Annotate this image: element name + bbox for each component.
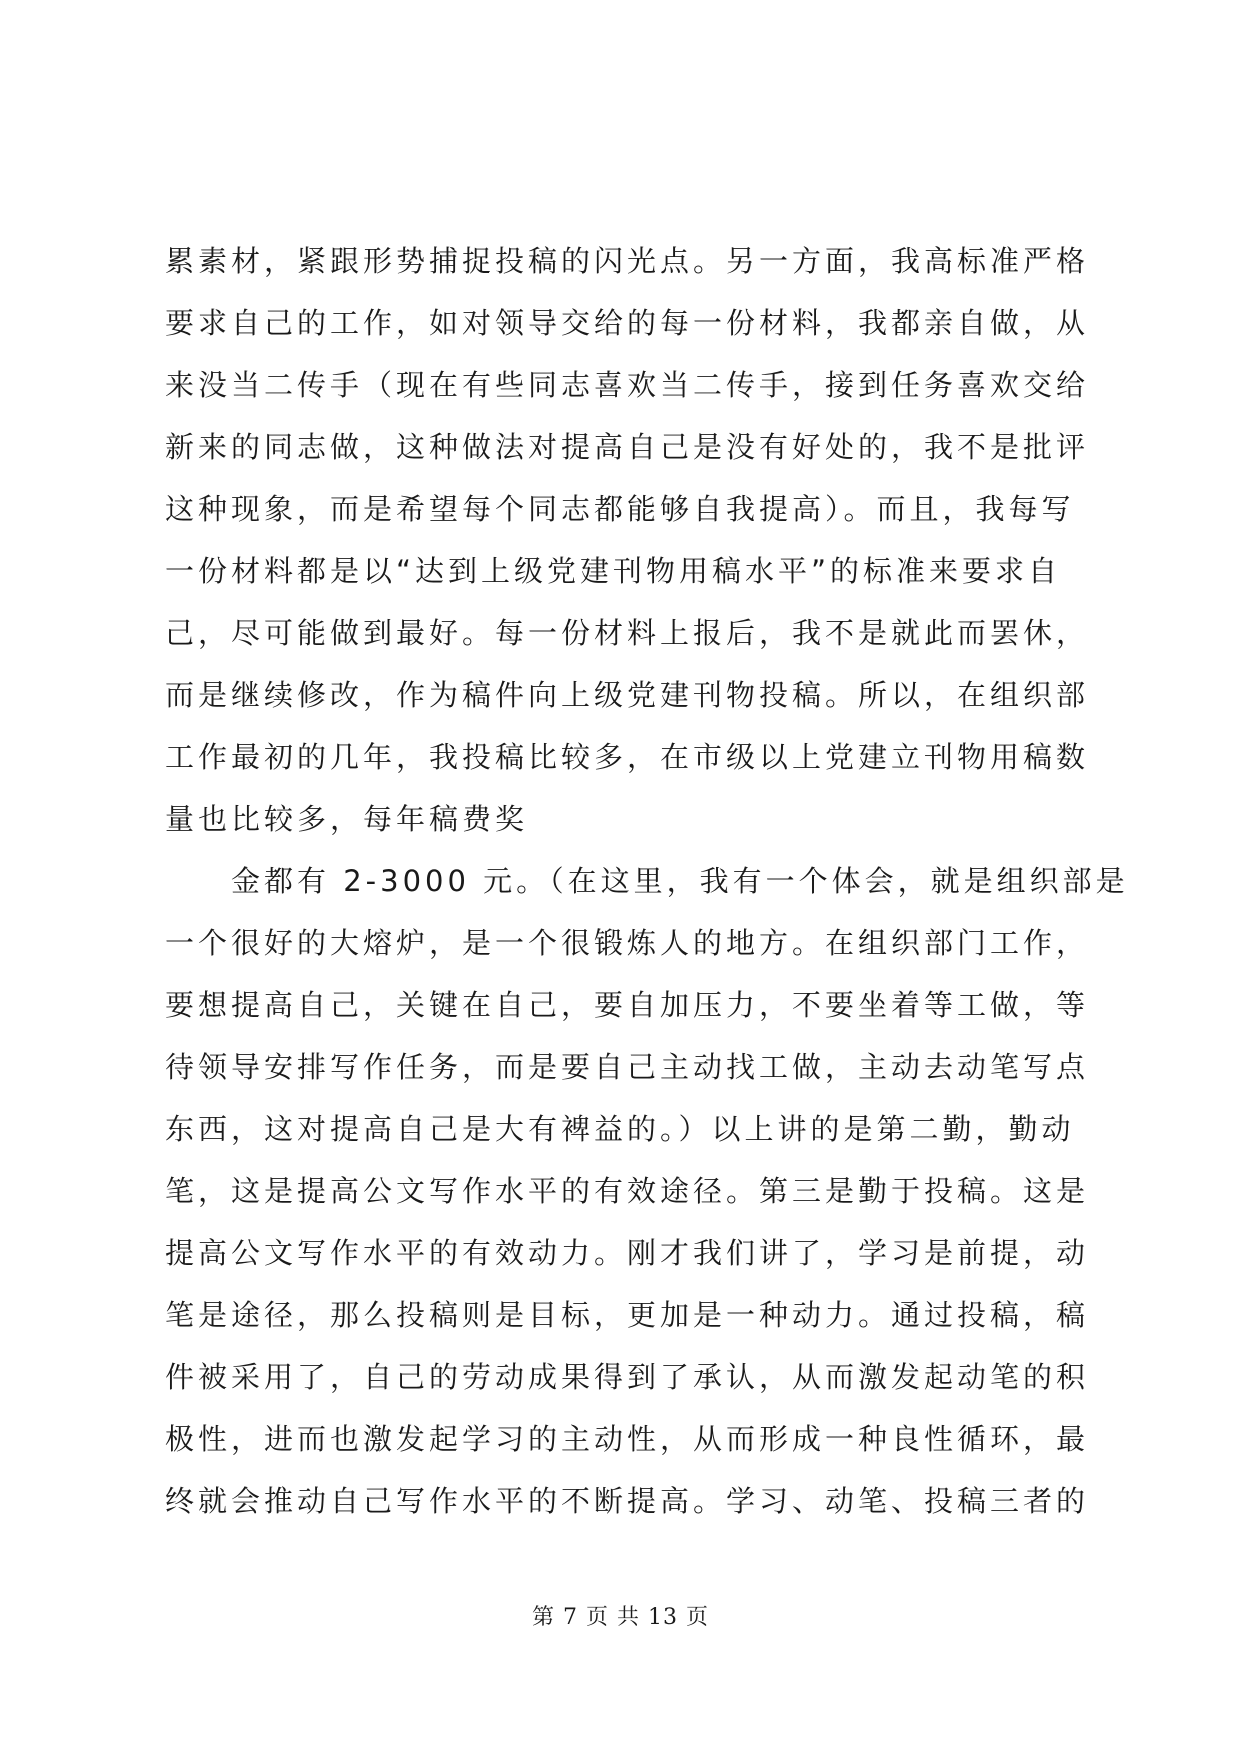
text-line: 终就会推动自己写作水平的不断提高。学习、动笔、投稿三者的	[165, 1484, 1090, 1518]
text-line: 极性，进而也激发起学习的主动性，从而形成一种良性循环，最	[165, 1422, 1090, 1456]
text-line: 东西，这对提高自己是大有裨益的。）以上讲的是第二勤，勤动	[165, 1112, 1075, 1146]
text-line: 工作最初的几年，我投稿比较多，在市级以上党建立刊物用稿数	[165, 740, 1090, 774]
paragraph-start-line: 金都有 2-3000 元。（在这里，我有一个体会，就是组织部是	[231, 864, 1129, 898]
body-text	[165, 230, 1129, 1532]
text-line: 累素材，紧跟形势捕捉投稿的闪光点。另一方面，我高标准严格	[165, 244, 1090, 278]
text-line: 要求自己的工作，如对领导交给的每一份材料，我都亲自做，从	[165, 306, 1090, 340]
text-line: 笔是途径，那么投稿则是目标，更加是一种动力。通过投稿，稿	[165, 1298, 1090, 1332]
text-line: 而是继续修改，作为稿件向上级党建刊物投稿。所以，在组织部	[165, 678, 1090, 712]
text-line: 己，尽可能做到最好。每一份材料上报后，我不是就此而罢休，	[165, 616, 1090, 650]
page-footer: 第 7 页 共 13 页	[532, 1605, 709, 1630]
text-line: 件被采用了，自己的劳动成果得到了承认，从而激发起动笔的积	[165, 1360, 1090, 1394]
text-line: 新来的同志做，这种做法对提高自己是没有好处的，我不是批评	[165, 430, 1090, 464]
text-line: 待领导安排写作任务，而是要自己主动找工做，主动去动笔写点	[165, 1050, 1090, 1084]
text-line: 量也比较多，每年稿费奖	[165, 802, 529, 836]
text-line: 一份材料都是以“达到上级党建刊物用稿水平”的标准来要求自	[165, 554, 1062, 588]
text-line: 要想提高自己，关键在自己，要自加压力，不要坐着等工做，等	[165, 988, 1090, 1022]
text-line: 提高公文写作水平的有效动力。刚才我们讲了，学习是前提，动	[165, 1236, 1090, 1270]
text-line: 笔，这是提高公文写作水平的有效途径。第三是勤于投稿。这是	[165, 1174, 1090, 1208]
text-line: 来没当二传手（现在有些同志喜欢当二传手，接到任务喜欢交给	[165, 368, 1090, 402]
text-line: 这种现象，而是希望每个同志都能够自我提高）。而且，我每写	[165, 492, 1075, 526]
text-line: 一个很好的大熔炉，是一个很锻炼人的地方。在组织部门工作，	[165, 926, 1090, 960]
